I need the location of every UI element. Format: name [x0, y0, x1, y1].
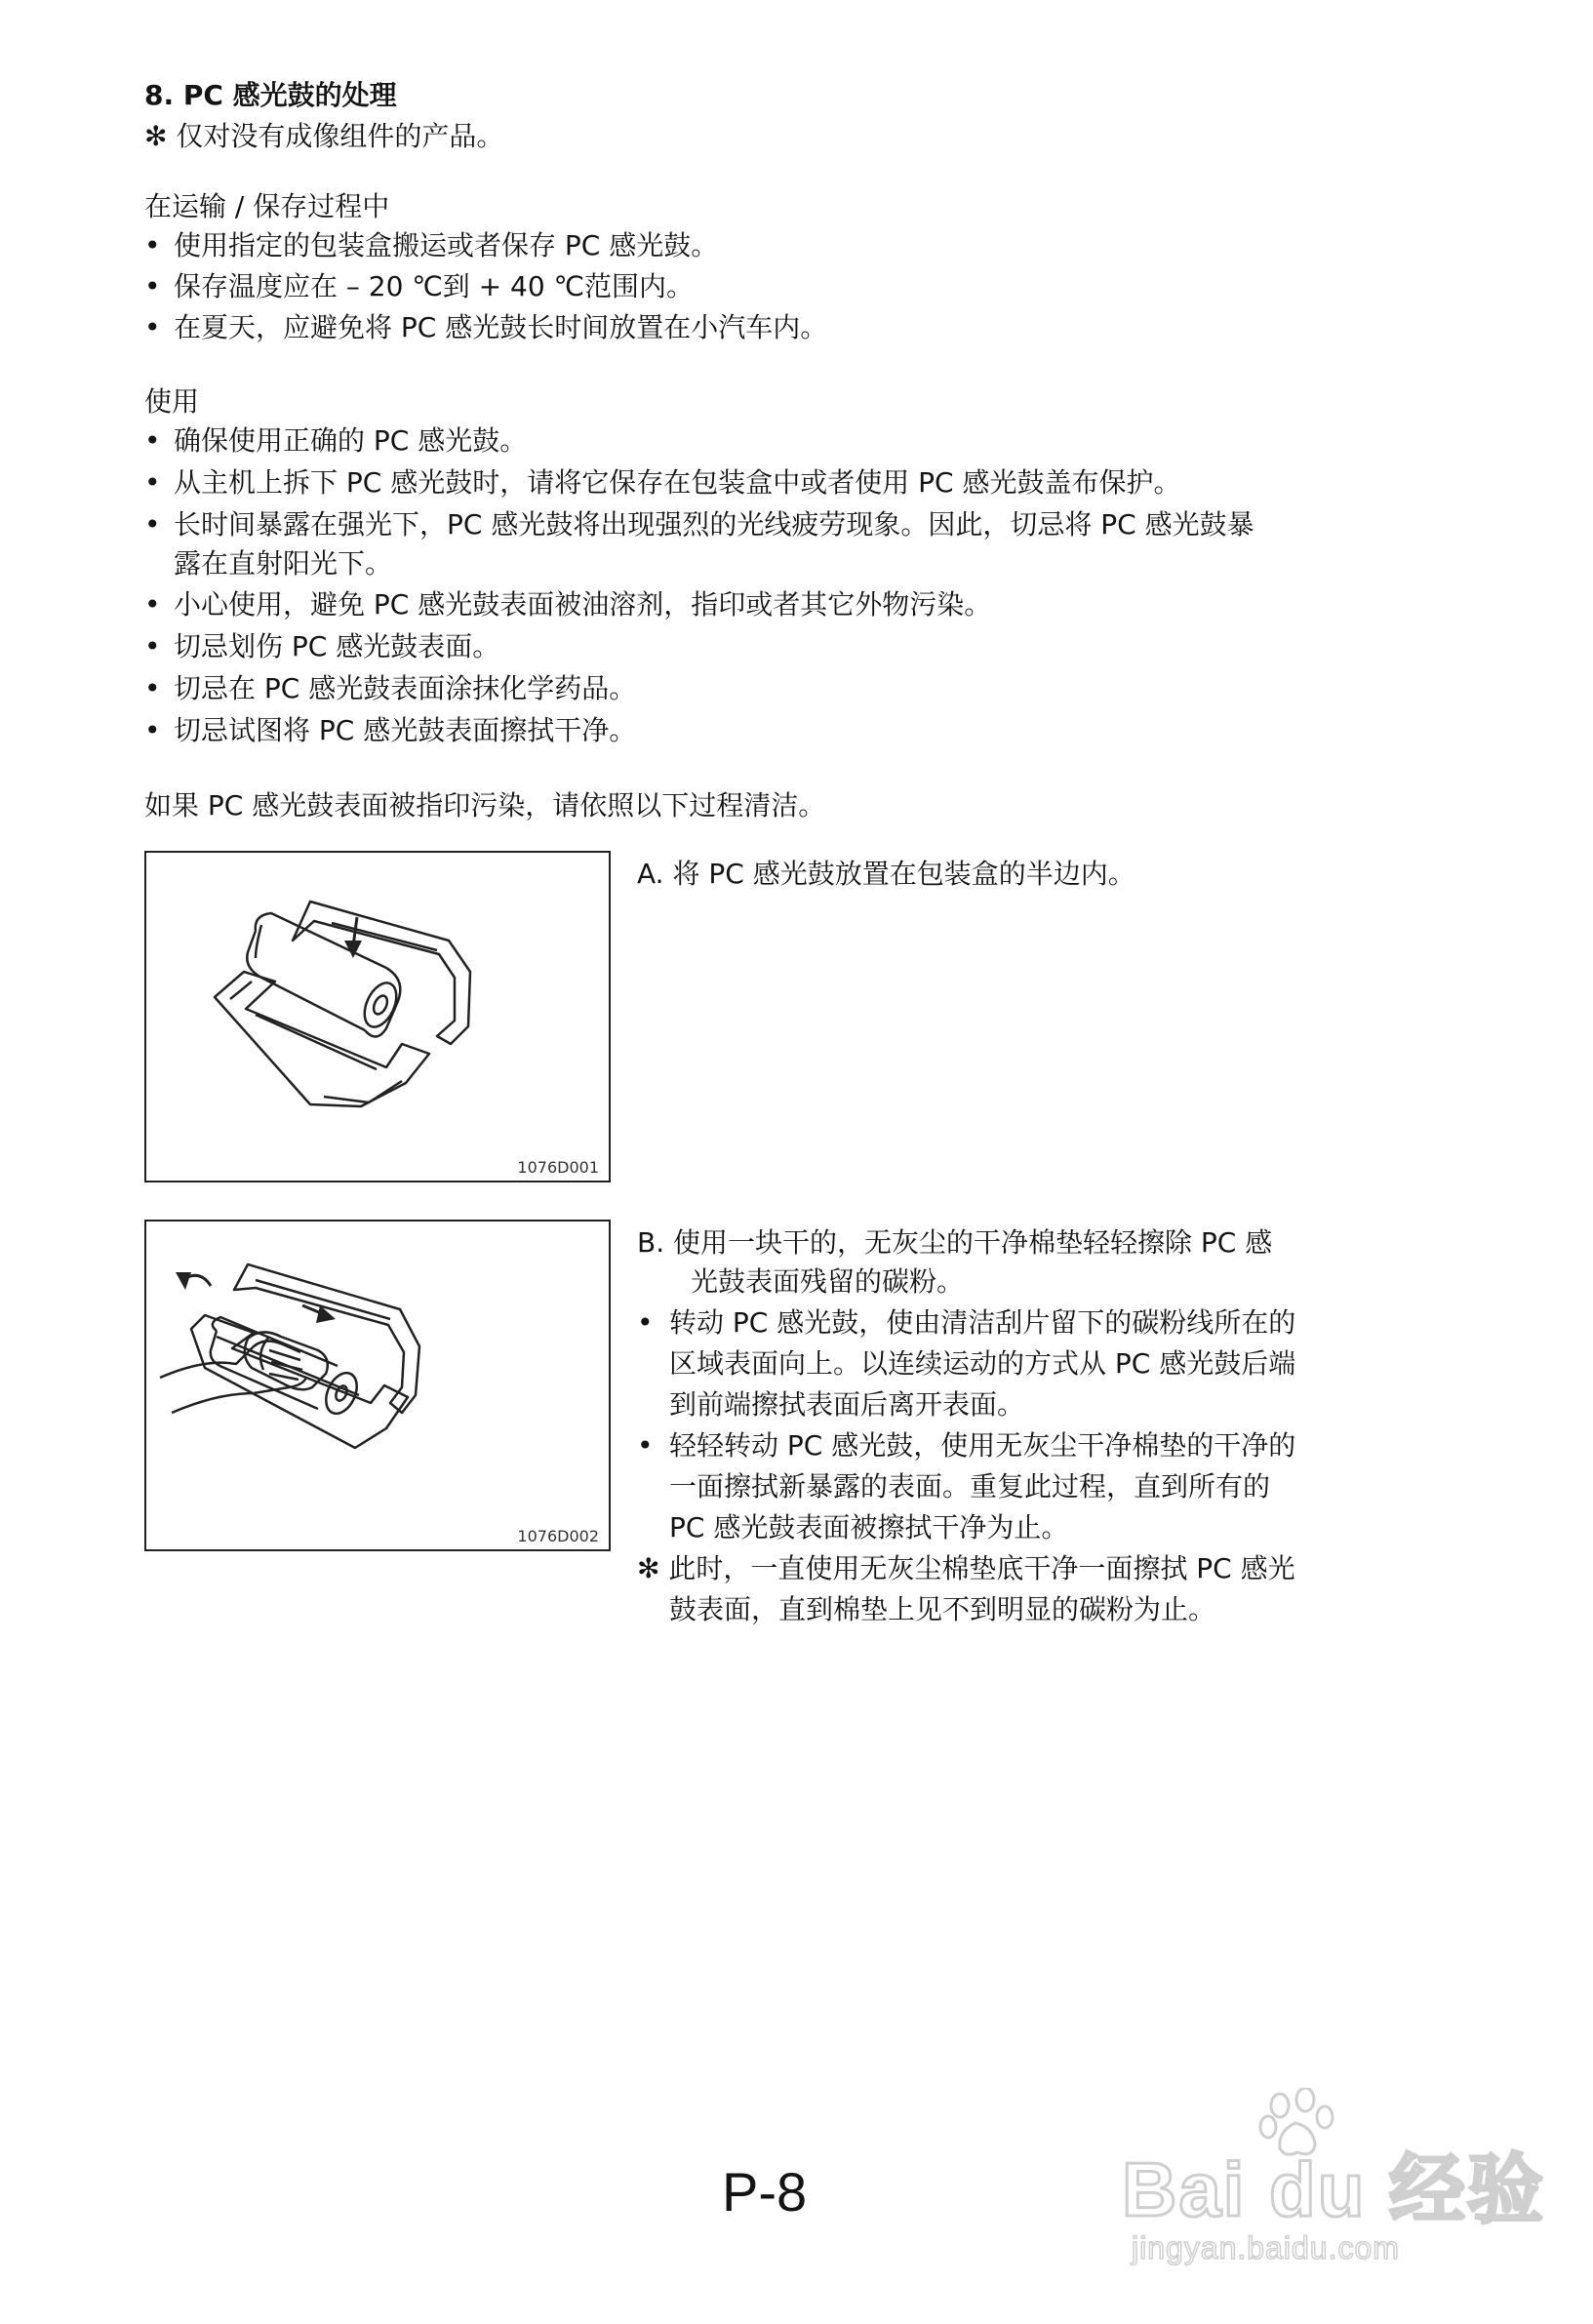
list-item: 小心使用，避免 PC 感光鼓表面被油溶剂，指印或者其它外物污染。 — [174, 588, 992, 621]
bullet-icon: • — [144, 466, 161, 499]
transport-heading: 在运输 / 保存过程中 — [144, 190, 390, 222]
list-item: 切忌划伤 PC 感光鼓表面。 — [174, 630, 500, 662]
bullet-icon: • — [144, 672, 161, 704]
list-item-continuation: 露在直射阳光下。 — [174, 547, 393, 580]
bullet-icon: • — [144, 229, 161, 261]
bullet-icon: • — [144, 508, 161, 541]
list-item: 从主机上拆下 PC 感光鼓时，请将它保存在包装盒中或者使用 PC 感光鼓盖布保护。 — [174, 466, 1181, 499]
bullet-icon: • — [637, 1429, 654, 1462]
scope-note: ✻ 仅对没有成像组件的产品。 — [144, 120, 504, 152]
figure-code: 1076D002 — [517, 1527, 599, 1545]
drum-case-illustration — [146, 853, 609, 1181]
bullet-icon: • — [144, 270, 161, 302]
bullet-icon: • — [637, 1306, 654, 1339]
figure-code: 1076D001 — [517, 1158, 599, 1177]
cleaning-intro: 如果 PC 感光鼓表面被指印污染，请依照以下过程清洁。 — [144, 789, 826, 821]
page-number: P-8 — [722, 2161, 808, 2223]
step-b-note-cont: 鼓表面，直到棉垫上见不到明显的碳粉为止。 — [669, 1593, 1216, 1625]
list-item: 切忌在 PC 感光鼓表面涂抹化学药品。 — [174, 672, 637, 704]
step-a-text: A. 将 PC 感光鼓放置在包装盒的半边内。 — [637, 858, 1135, 890]
step-b-item-cont: 一面擦拭新暴露的表面。重复此过程，直到所有的 — [669, 1470, 1271, 1503]
usage-heading: 使用 — [144, 385, 200, 418]
watermark-brand: Bai du 经验 — [1122, 2146, 1546, 2232]
step-b-item-cont: 到前端擦拭表面后离开表面。 — [669, 1388, 1025, 1421]
section-title: 8. PC 感光鼓的处理 — [144, 79, 397, 111]
wiping-illustration — [146, 1222, 609, 1549]
bullet-icon: • — [144, 630, 161, 662]
list-item: 保存温度应在 – 20 ℃到 + 40 ℃范围内。 — [174, 270, 695, 302]
bullet-icon: • — [144, 424, 161, 457]
list-item: 确保使用正确的 PC 感光鼓。 — [174, 424, 528, 457]
step-b-item: 转动 PC 感光鼓，使由清洁刮片留下的碳粉线所在的 — [669, 1306, 1296, 1339]
bullet-icon: • — [144, 588, 161, 621]
list-item: 在夏天，应避免将 PC 感光鼓长时间放置在小汽车内。 — [174, 311, 828, 343]
step-b-heading: B. 使用一块干的，无灰尘的干净棉垫轻轻擦除 PC 感 — [637, 1226, 1273, 1259]
list-item: 长时间暴露在强光下，PC 感光鼓将出现强烈的光线疲劳现象。因此，切忌将 PC 感光鼓暴 — [174, 508, 1254, 541]
watermark-url: jingyan.baidu.com — [1132, 2230, 1400, 2265]
step-b-item-cont: 区域表面向上。以连续运动的方式从 PC 感光鼓后端 — [669, 1347, 1296, 1380]
bullet-icon: • — [144, 311, 161, 343]
bullet-icon: • — [144, 714, 161, 746]
figure-wiping-drum — [144, 1220, 611, 1551]
list-item: 使用指定的包装盒搬运或者保存 PC 感光鼓。 — [174, 229, 719, 261]
figure-drum-in-case — [144, 851, 611, 1182]
step-b-note: ✻ 此时，一直使用无灰尘棉垫底干净一面擦拭 PC 感光 — [637, 1552, 1295, 1584]
step-b-heading-cont: 光鼓表面残留的碳粉。 — [691, 1265, 965, 1298]
step-b-item: 轻轻转动 PC 感光鼓，使用无灰尘干净棉垫的干净的 — [669, 1429, 1296, 1462]
list-item: 切忌试图将 PC 感光鼓表面擦拭干净。 — [174, 714, 637, 746]
step-b-item-cont: PC 感光鼓表面被擦拭干净为止。 — [669, 1511, 1069, 1543]
